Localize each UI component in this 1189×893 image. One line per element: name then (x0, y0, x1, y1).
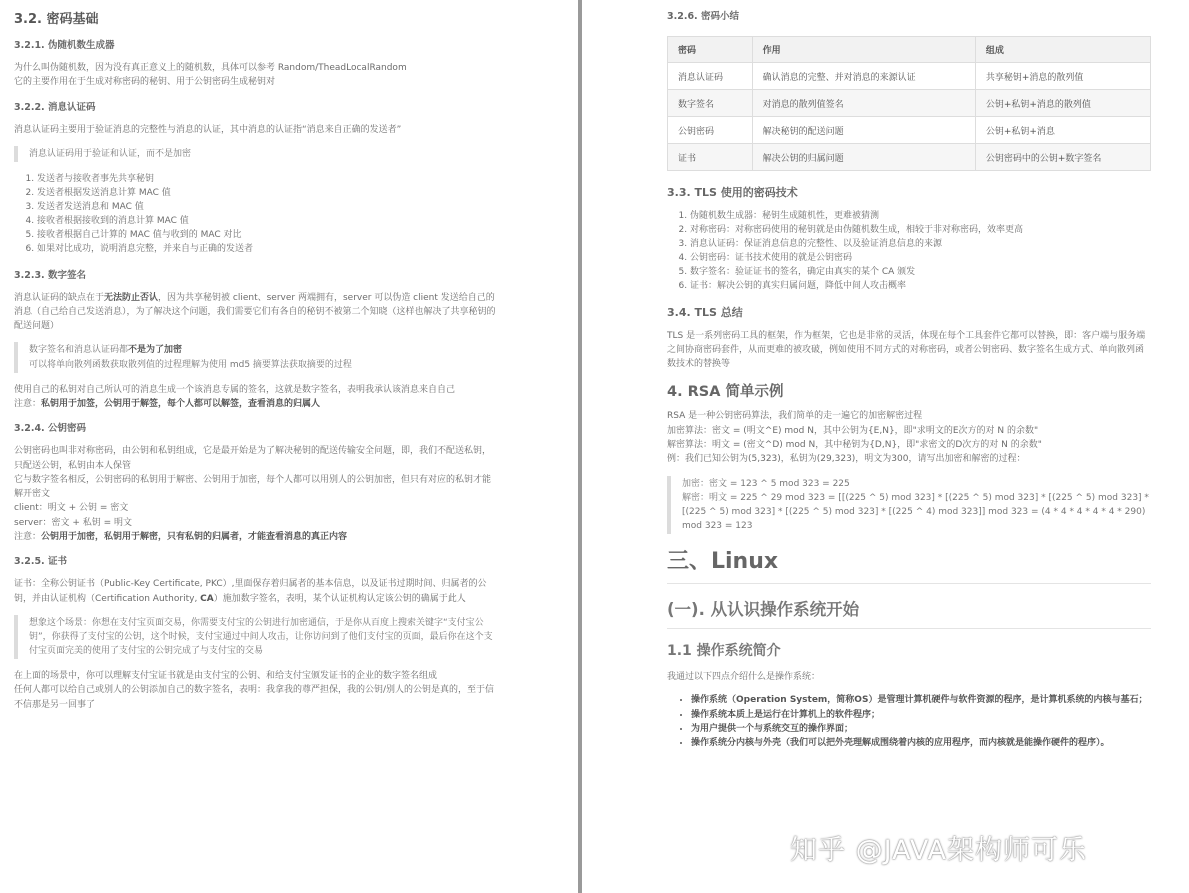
table-row (668, 144, 1151, 171)
table-header-cell: 组成 (975, 37, 1150, 63)
heading-mac: 3.2.2. 消息认证码 (14, 101, 96, 113)
table-cell: 解决公钥的归属问题 (752, 144, 975, 171)
heading-public-key: 3.2.4. 公钥密码 (14, 423, 86, 435)
bold-text: CA (200, 593, 214, 604)
bold-text: 公钥用于加密，私钥用于解密，只有私钥的归属者，才能查看消息的真正内容 (41, 532, 348, 542)
text-line: server：密文 + 私钥 = 明文 (14, 517, 133, 528)
text-line: 解密：明文 = 225 ^ 29 mod 323 = [[(225 ^ 5) mod 323] * [(225 ^ 5) mod 323] * [(225 ^ 5) mod 323] * [(225 ^ 5) mod 323] * [(225 ^ 5) mod 323] * [(225 ^ 4) mod 323]] mod 323 = (4 * 4 * 4 * 4 * 4 * 290) mod 323 = 123 (682, 492, 1149, 531)
heading-tls-summary: 3.4. TLS 总结 (667, 305, 743, 319)
os-bullet-list (667, 693, 1151, 750)
text-run: 任何人都可以给自己或别人的公钥添加自己的数字签名，表明：我拿我的尊严担保，我的公钥/别人的公钥是真的，至于信不信那是另一回事了 (14, 685, 495, 710)
table-cell: 公钥+私钥+消息 (975, 117, 1150, 144)
text-line: 例：我们已知公钥为(5,323)，私钥为(29,323)，明文为300，请写出加密和解密的过程： (667, 454, 1026, 465)
text-run: 数字签名和消息认证码都 (29, 345, 129, 356)
list-item: 3. 发送者发送消息和 MAC 值 (37, 200, 498, 214)
prng-paragraph (14, 61, 498, 90)
text-line: RSA 是一种公钥密码算法，我们简单的走一遍它的加密解密过程 (667, 411, 923, 422)
table-row (668, 90, 1151, 117)
table-cell: 确认消息的完整、并对消息的来源认证 (752, 63, 975, 90)
table-header-cell: 密码 (668, 37, 753, 63)
signature-paragraph-2 (14, 383, 498, 412)
table-cell: 消息认证码 (668, 63, 753, 90)
text-run: 使用自己的私钥对自己所认可的消息生成一个该消息专属的签名，这就是数字签名，表明我承认该消息来自自己 (14, 384, 456, 395)
mac-paragraph: 消息认证码主要用于验证消息的完整性与消息的认证，其中消息的认证指“消息来自正确的发送者” (14, 124, 402, 135)
table-header-row (668, 37, 1151, 63)
text-line: 公钥密码也叫非对称密码，由公钥和私钥组成，它是最开始是为了解决秘钥的配送传输安全问题，即，我们不配送私钥，只配送公钥，私钥由本人保管 (14, 446, 492, 471)
signature-quote (14, 342, 498, 372)
list-item: 4. 公钥密码：证书技术使用的就是公钥密码 (690, 251, 1151, 265)
section-title: 3.2. 密码基础 (14, 12, 99, 27)
right-page (582, 0, 1189, 893)
table-cell: 公钥密码 (668, 117, 753, 144)
rsa-quote (667, 476, 1151, 534)
list-item: 6. 如果对比成功，说明消息完整，并来自与正确的发送者 (37, 242, 498, 256)
heading-prng: 3.2.1. 伪随机数生成器 (14, 40, 115, 51)
rsa-paragraph (667, 409, 1151, 466)
mac-quote: 消息认证码用于验证和认证，而不是加密 (14, 146, 498, 162)
text-line: 加密算法：密文 = (明文^E) mod N，其中公钥为{E,N}，即"求明文的E次方的对 N 的余数" (667, 425, 1039, 436)
text-line: client：明文 + 公钥 = 密文 (14, 503, 129, 514)
certificate-paragraph (14, 577, 498, 606)
text-run: 在上面的场景中，你可以理解支付宝证书就是由支付宝的公钥、和给支付宝颁发证书的企业的数字签名组成 (14, 671, 438, 682)
list-item: 2. 发送者根据发送消息计算 MAC 值 (37, 186, 498, 200)
text-line: 为什么叫伪随机数，因为没有真正意义上的随机数，具体可以参考 Random/TheadLocalRandom (14, 63, 407, 73)
table-cell: 证书 (668, 144, 753, 171)
heading-os-overview: 1.1 操作系统简介 (667, 643, 781, 660)
list-item: 6. 证书：解决公钥的真实归属问题，降低中间人攻击概率 (690, 279, 1151, 293)
text-run: ，因为共享秘钥被 client、server 两端拥有，server 可以伪造 client 发送给自己的消息（自己给自己发送消息），为了解决这个问题，我们需要它们有各自的秘钥不被第二个知晓（这样也解决了共享秘钥的配送问题） (14, 292, 496, 332)
list-item: • 操作系统（Operation System，简称OS）是管理计算机硬件与软件资源的程序，是计算机系统的内核与基石； (691, 693, 1151, 707)
heading-os-intro: (一). 从认识操作系统开始 (667, 596, 1151, 629)
heading-rsa: 4. RSA 简单示例 (667, 384, 784, 401)
bold-text: 私钥用于加签，公钥用于解签，每个人都可以解签，查看消息的归属人 (41, 398, 321, 409)
watermark: 知乎 @JAVA架构师可乐 (790, 835, 1088, 866)
list-item: 3. 消息认证码：保证消息信息的完整性、以及验证消息信息的来源 (690, 237, 1151, 251)
certificate-paragraph-2 (14, 669, 498, 712)
bold-text: 不是为了加密 (128, 345, 183, 356)
list-item: 4. 接收者根据接收到的消息计算 MAC 值 (37, 214, 498, 228)
certificate-quote: 想象这个场景：你想在支付宝页面交易，你需要支付宝的公钥进行加密通信，于是你从百度上搜索关键字“支付宝公钥”，你获得了支付宝的公钥，这个时候，支付宝通过中间人攻击，让你访问到了他们支付宝的页面，最后你在这个支付宝页面完美的使用了支付宝的公钥完成了与支付宝的交易 (14, 615, 498, 659)
table-cell: 数字签名 (668, 90, 753, 117)
text-run: ）施加数字签名，表明，某个认证机构认定该公钥的确属于此人 (213, 593, 466, 604)
tls-summary-paragraph: TLS 是一系列密码工具的框架，作为框架，它也是非常的灵活，体现在每个工具套件它都可以替换，即：客户端与服务端之间协商密码套件，从而更难的被攻破，例如使用不同方式的对称密码，或者公钥密码、数字签名生成方式、单向散列函数技术的替换等 (667, 330, 1146, 370)
table-cell: 对消息的散列值签名 (752, 90, 975, 117)
text-line: 它与数字签名相反，公钥密码的私钥用于解密、公钥用于加密，每个人都可以用别人的公钥加密，但只有对应的私钥才能解开密文 (14, 474, 492, 500)
heading-certificate: 3.2.5. 证书 (14, 556, 67, 568)
list-item: 1. 伪随机数生成器：秘钥生成随机性，更难被猜测 (690, 209, 1151, 223)
table-row (668, 117, 1151, 144)
text-line: 加密：密文 = 123 ^ 5 mod 323 = 225 (682, 478, 850, 489)
table-cell: 公钥+私钥+消息的散列值 (975, 90, 1150, 117)
note-label: 注意： (14, 398, 42, 409)
table-cell: 共享秘钥+消息的散列值 (975, 63, 1150, 90)
heading-tls-tech: 3.3. TLS 使用的密码技术 (667, 186, 798, 199)
mac-steps-list (14, 172, 498, 257)
list-item: 2. 对称密码：对称密码使用的秘钥就是由伪随机数生成，相较于非对称密码，效率更高 (690, 223, 1151, 237)
text-line: 解密算法：明文 = (密文^D) mod N，其中秘钥为{D,N}，即"求密文的D次方的对 N 的余数" (667, 440, 1042, 451)
public-key-paragraph (14, 444, 498, 544)
text-run: 可以将单向散列函数获取散列值的过程理解为使用 md5 摘要算法获取摘要的过程 (29, 359, 352, 370)
list-item: 5. 数字签名：验证证书的签名，确定由真实的某个 CA 颁发 (690, 265, 1151, 279)
heading-signature: 3.2.3. 数字签名 (14, 269, 86, 281)
note-label: 注意： (14, 532, 42, 542)
heading-linux: 三、Linux (667, 544, 1151, 584)
text-line: 它的主要作用在于生成对称密码的秘钥、用于公钥密码生成秘钥对 (14, 77, 276, 88)
left-page (0, 0, 578, 893)
heading-summary: 3.2.6. 密码小结 (667, 11, 739, 22)
tls-tech-list (667, 209, 1151, 294)
list-item: 1. 发送者与接收者事先共享秘钥 (37, 172, 498, 186)
list-item: • 为用户提供一个与系统交互的操作界面； (691, 722, 1151, 736)
crypto-summary-table (667, 36, 1151, 171)
os-intro-paragraph: 我通过以下四点介绍什么是操作系统： (667, 672, 821, 683)
list-item: • 操作系统分内核与外壳（我们可以把外壳理解成围绕着内核的应用程序，而内核就是能操作硬件的程序）。 (691, 736, 1151, 750)
signature-paragraph (14, 291, 498, 334)
bold-text: 无法防止否认 (104, 292, 159, 303)
table-cell: 公钥密码中的公钥+数字签名 (975, 144, 1150, 171)
table-header-cell: 作用 (752, 37, 975, 63)
table-cell: 解决秘钥的配送问题 (752, 117, 975, 144)
table-row (668, 63, 1151, 90)
list-item: • 操作系统本质上是运行在计算机上的软件程序； (691, 708, 1151, 722)
text-run: 消息认证码的缺点在于 (14, 292, 105, 303)
text-run: 证书：全称公钥证书（Public-Key Certificate, PKC）,里面保存着归属者的基本信息，以及证书过期时间、归属者的公钥，并由认证机构（Certification Authority, (14, 579, 487, 604)
list-item: 5. 接收者根据自己计算的 MAC 值与收到的 MAC 对比 (37, 228, 498, 242)
